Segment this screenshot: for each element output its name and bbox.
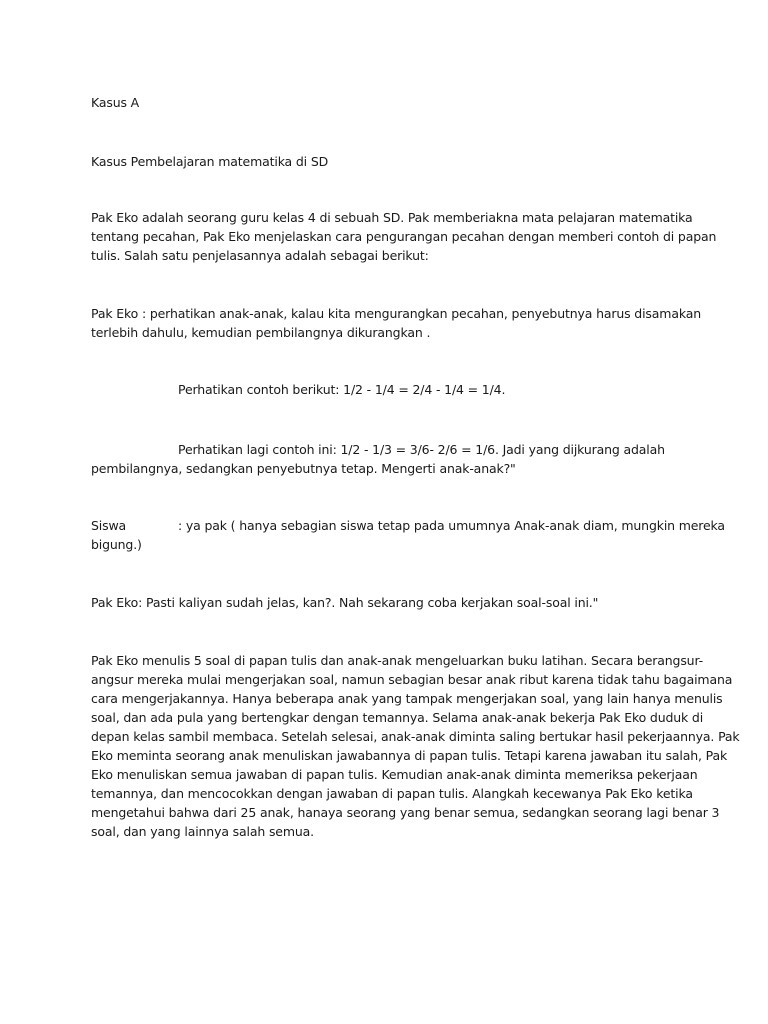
paragraph-line: Pak Eko : perhatikan anak-anak, kalau kita mengurangkan pecahan, penyebutnya harus disamakan — [91, 306, 701, 321]
paragraph-line: pembilangnya, sedangkan penyebutnya tetap. Mengerti anak-anak?" — [91, 461, 516, 476]
speaker-label: Siswa — [91, 518, 127, 533]
paragraph-line: Eko meminta seorang anak menuliskan jawabannya di papan tulis. Tetapi karena jawaban itu salah, Pak — [91, 748, 728, 763]
paragraph-line: tentang pecahan, Pak Eko menjelaskan cara pengurangan pecahan dengan memberi contoh di papan — [91, 229, 717, 244]
document-heading: Kasus A — [91, 95, 140, 110]
paragraph-line: Eko menuliskan semua jawaban di papan tulis. Kemudian anak-anak diminta memeriksa pekerjaan — [91, 767, 698, 782]
paragraph-line: soal, dan yang lainnya salah semua. — [91, 824, 314, 839]
paragraph-line: terlebih dahulu, kemudian pembilangnya dikurangkan . — [91, 325, 431, 340]
example-line: Perhatikan contoh berikut: 1/2 - 1/4 = 2/4 - 1/4 = 1/4. — [178, 382, 506, 397]
paragraph-line: bigung.) — [91, 537, 142, 552]
paragraph-line: Pak Eko menulis 5 soal di papan tulis dan anak-anak mengeluarkan buku latihan. Secara berangsur- — [91, 653, 703, 668]
paragraph-line: Perhatikan lagi contoh ini: 1/2 - 1/3 = 3/6- 2/6 = 1/6. Jadi yang dijkurang adalah — [178, 442, 665, 457]
paragraph-line: Pak Eko adalah seorang guru kelas 4 di sebuah SD. Pak memberiakna mata pelajaran matematika — [91, 210, 693, 225]
document-subheading: Kasus Pembelajaran matematika di SD — [91, 154, 329, 169]
paragraph-line: depan kelas sambil membaca. Setelah selesai, anak-anak diminta saling bertukar hasil pekerjaannya. Pak — [91, 729, 740, 744]
paragraph-line: soal, dan ada pula yang bertengkar dengan temannya. Selama anak-anak bekerja Pak Eko duduk di — [91, 710, 704, 725]
paragraph-line: temannya, dan mencocokkan dengan jawaban di papan tulis. Alangkah kecewanya Pak Eko ketika — [91, 786, 693, 801]
paragraph-line: : ya pak ( hanya sebagian siswa tetap pada umumnya Anak-anak diam, mungkin mereka — [178, 518, 725, 533]
paragraph-line: mengetahui bahwa dari 25 anak, hanaya seorang yang benar semua, sedangkan seorang lagi benar 3 — [91, 805, 720, 820]
dialog-line-pak-eko: Pak Eko: Pasti kaliyan sudah jelas, kan?. Nah sekarang coba kerjakan soal-soal ini." — [91, 595, 599, 610]
paragraph-line: cara mengerjakannya. Hanya beberapa anak yang tampak mengerjakan soal, yang lain hanya menulis — [91, 691, 723, 706]
paragraph-line: angsur mereka mulai mengerjakan soal, namun sebagian besar anak ribut karena tidak tahu bagaimana — [91, 672, 733, 687]
paragraph-line: tulis. Salah satu penjelasannya adalah sebagai berikut: — [91, 248, 429, 263]
